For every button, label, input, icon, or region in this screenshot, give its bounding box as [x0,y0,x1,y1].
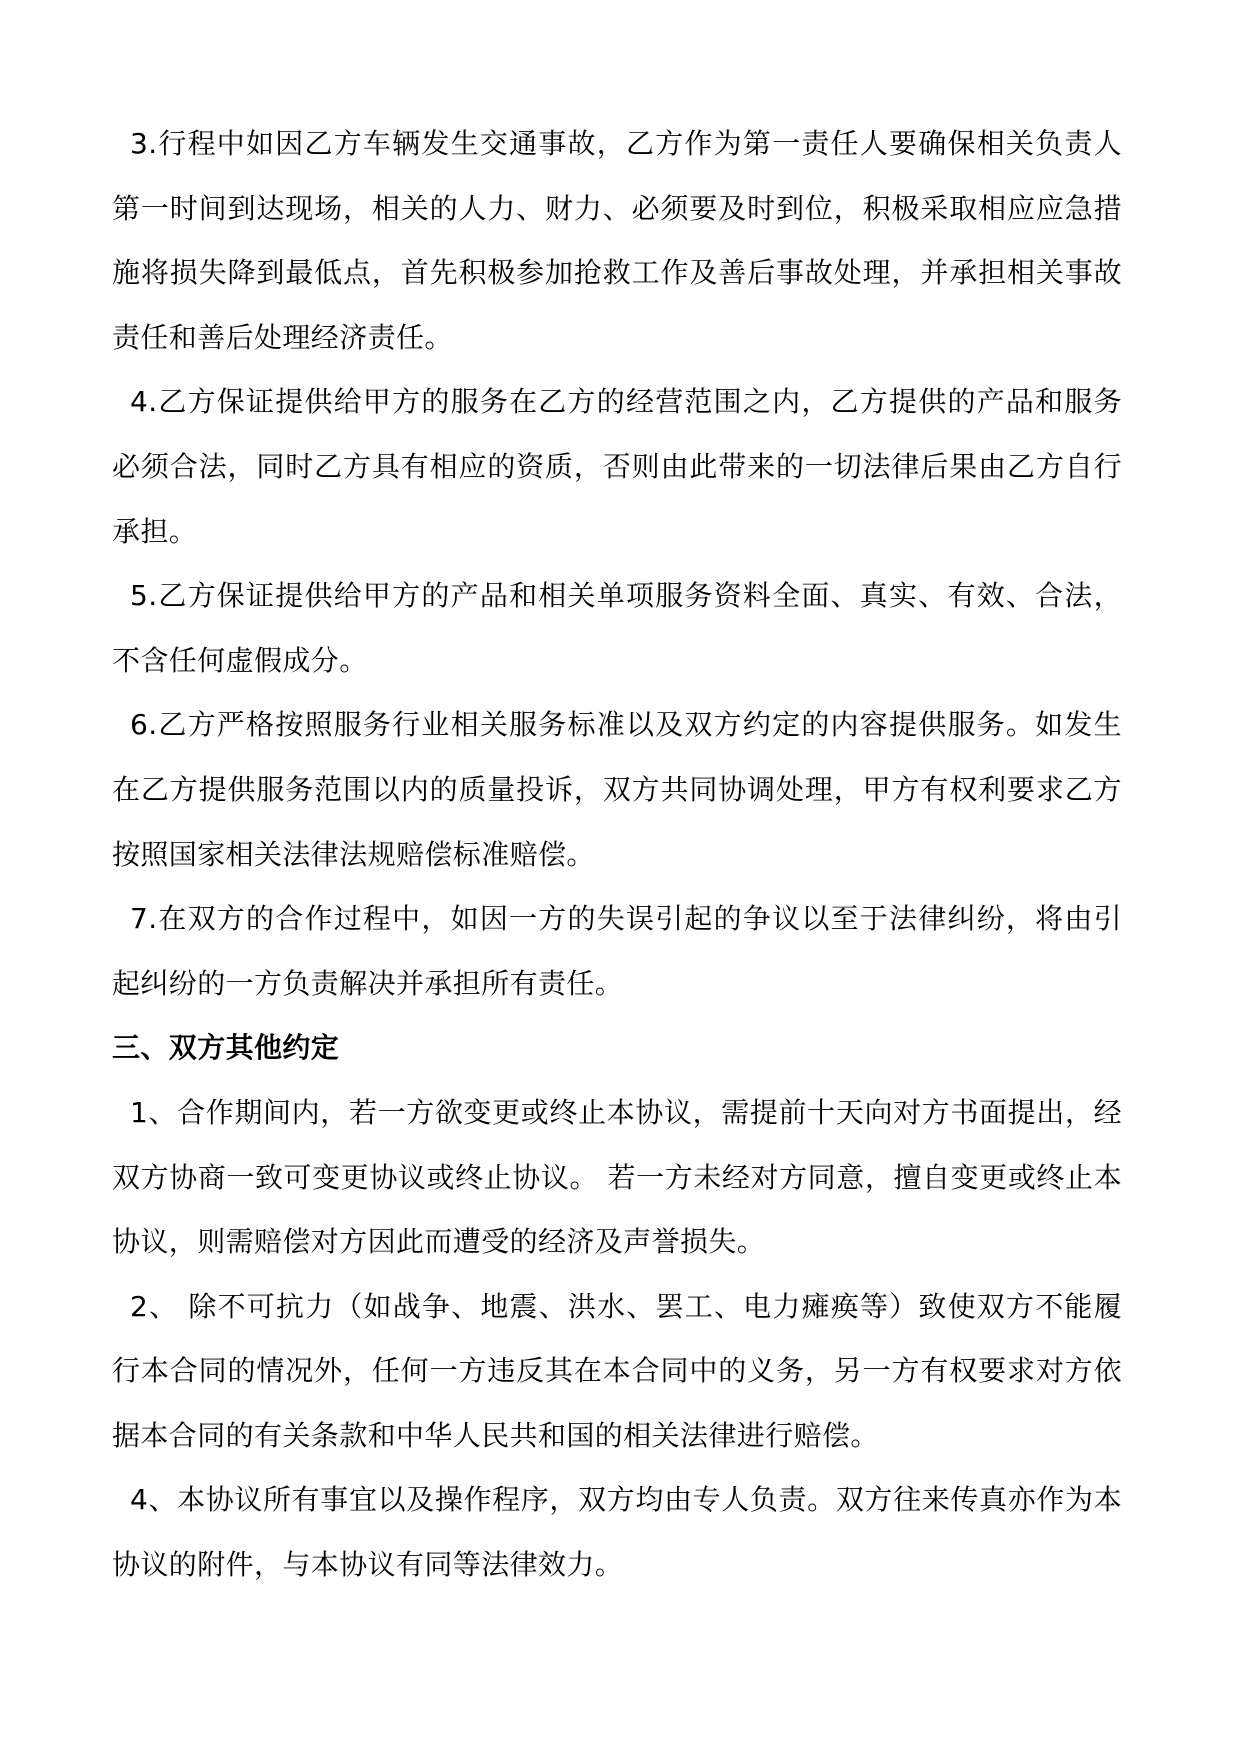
other-clause-4-procedures: 4、本协议所有事宜以及操作程序，双方均由专人负责。双方往来传真亦作为本协议的附件，与本协议有同等法律效力。 [112,1483,1122,1582]
document-body [112,112,1122,1598]
clause-5-product-info: 5.乙方保证提供给甲方的产品和相关单项服务资料全面、真实、有效、合法，不含任何虚假成分。 [112,579,1122,677]
other-clause-2-force-majeure: 2、 除不可抗力（如战争、地震、洪水、罢工、电力瘫痪等）致使双方不能履行本合同的情况外，任何一方违反其在本合同中的义务，另一方有权要求对方依据本合同的有关条款和中华人民共和国的相关法律进行赔偿。 [112,1289,1122,1452]
clause-3-traffic-accident: 3.行程中如因乙方车辆发生交通事故，乙方作为第一责任人要确保相关负责人第一时间到达现场，相关的人力、财力、必须要及时到位，积极采取相应应急措施将损失降到最低点，首先积极参加抢救工作及善后事故处理，并承担相关事故责任和善后处理经济责任。 [112,127,1122,354]
clause-6-service-standard: 6.乙方严格按照服务行业相关服务标准以及双方约定的内容提供服务。如发生在乙方提供服务范围以内的质量投诉，双方共同协调处理，甲方有权利要求乙方按照国家相关法律法规赔偿标准赔偿。 [112,708,1122,871]
other-clause-1-termination: 1、合作期间内，若一方欲变更或终止本协议，需提前十天向对方书面提出，经双方协商一致可变更协议或终止协议。 若一方未经对方同意，擅自变更或终止本协议，则需赔偿对方因此而遭受的经济及声誉损失。 [112,1095,1122,1259]
clause-4-service-scope: 4.乙方保证提供给甲方的服务在乙方的经营范围之内，乙方提供的产品和服务必须合法，同时乙方具有相应的资质，否则由此带来的一切法律后果由乙方自行承担。 [112,385,1122,548]
section-heading: 三、双方其他约定 [112,1031,340,1065]
clause-7-dispute: 7.在双方的合作过程中，如因一方的失误引起的争议以至于法律纠纷，将由引起纠纷的一方负责解决并承担所有责任。 [112,902,1122,1000]
